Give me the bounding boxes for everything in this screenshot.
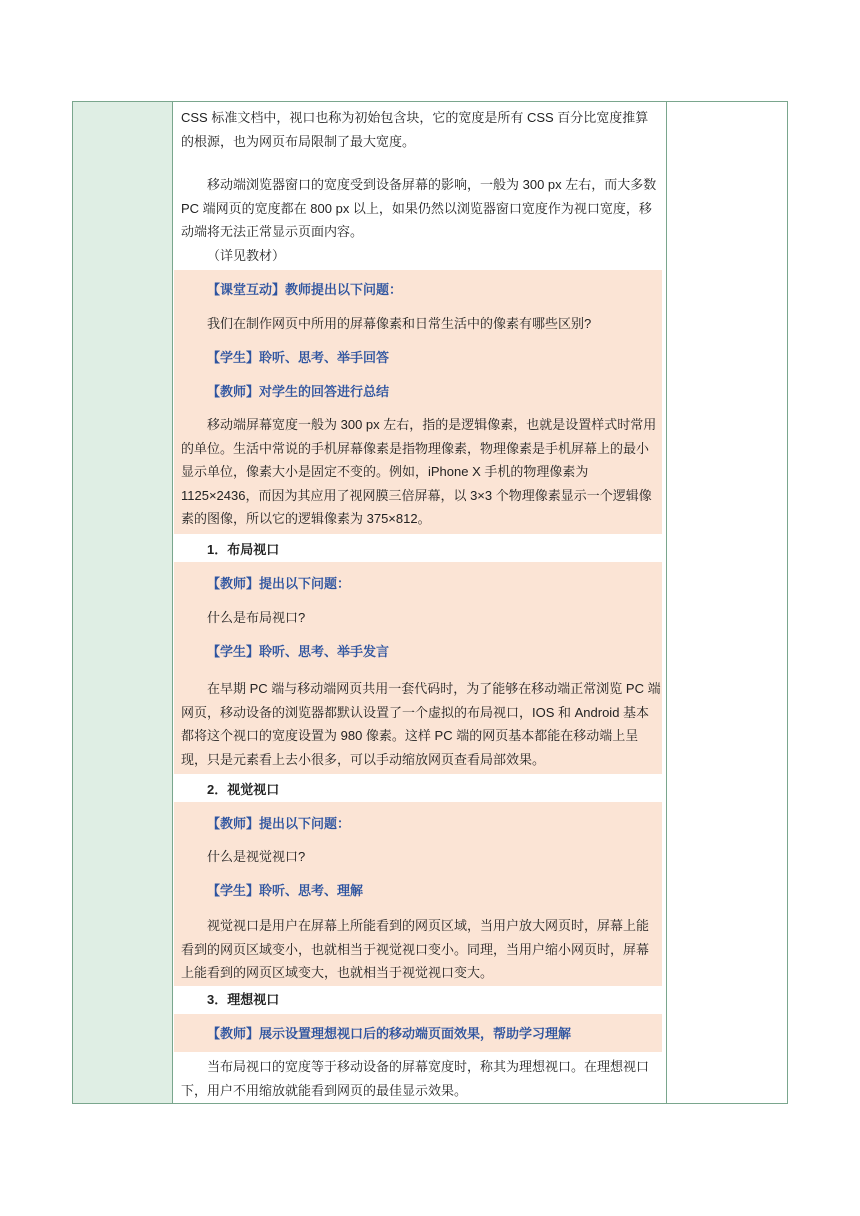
- interaction-answer: 移动端屏幕宽度一般为 300 px 左右，指的是逻辑像素，也就是设置样式时常用的单位。生活中常说的手机屏幕像素是指物理像素，物理像素是手机屏幕上的最小显示单位，像素大小是固定不变的。例如，iPhone X 手机的物理像素为 1125×2436，而因为其应用了视网膜三倍屏幕，以 3×3 个物理像素显示一个逻辑像素的图像，所以它的逻辑像素为 375×812。: [181, 417, 657, 526]
- section2-heading: 2．视觉视口: [207, 782, 280, 797]
- right-column: [666, 102, 787, 1103]
- section3-answer: 当布局视口的宽度等于移动设备的屏幕宽度时，称其为理想视口。在理想视口下，用户不用缩放就能看到网页的最佳显示效果。: [181, 1059, 650, 1098]
- paragraph-mobile-width: 移动端浏览器窗口的宽度受到设备屏幕的影响，一般为 300 px 左右，而大多数 PC 端网页的宽度都在 800 px 以上，如果仍然以浏览器窗口宽度作为视口宽度，移动端将无法正常显示页面内容。: [181, 177, 657, 239]
- left-column: [73, 102, 173, 1103]
- paragraph-see-textbook: （详见教材）: [207, 248, 286, 263]
- interaction-teacher: 【教师】对学生的回答进行总结: [207, 384, 390, 399]
- section3-teacher: 【教师】展示设置理想视口后的移动端页面效果，帮助学习理解: [207, 1026, 572, 1041]
- section1-question: 什么是布局视口?: [207, 610, 306, 625]
- interaction-title: 【课堂互动】教师提出以下问题：: [207, 282, 403, 297]
- interaction-student: 【学生】聆听、思考、举手回答: [207, 350, 390, 365]
- section2-question: 什么是视觉视口?: [207, 849, 306, 864]
- section2-teacher: 【教师】提出以下问题：: [207, 816, 351, 831]
- section1-heading: 1．布局视口: [207, 542, 280, 557]
- interaction-question: 我们在制作网页中所用的屏幕像素和日常生活中的像素有哪些区别?: [207, 316, 592, 331]
- content-column: [174, 102, 667, 1103]
- paragraph-viewport-definition: CSS 标准文档中，视口也称为初始包含块，它的宽度是所有 CSS 百分比宽度推算的根源，也为网页布局限制了最大宽度。: [181, 110, 649, 149]
- section2-student: 【学生】聆听、思考、理解: [207, 883, 364, 898]
- section1-answer: 在早期 PC 端与移动端网页共用一套代码时，为了能够在移动端正常浏览 PC 端网页，移动设备的浏览器都默认设置了一个虚拟的布局视口，IOS 和 Android 基本都将这个视口的宽度设置为 980 像素。这样 PC 端的网页基本都能在移动端上呈现，只是元素看上去小很多，可以手动缩放网页查看局部效果。: [181, 681, 661, 767]
- section1-teacher: 【教师】提出以下问题：: [207, 576, 351, 591]
- lesson-table: [72, 101, 788, 1104]
- section1-student: 【学生】聆听、思考、举手发言: [207, 644, 390, 659]
- section2-answer: 视觉视口是用户在屏幕上所能看到的网页区域，当用户放大网页时，屏幕上能看到的网页区域变小，也就相当于视觉视口变小。同理，当用户缩小网页时，屏幕上能看到的网页区域变大，也就相当于视觉视口变大。: [181, 918, 650, 980]
- section3-heading: 3．理想视口: [207, 992, 280, 1007]
